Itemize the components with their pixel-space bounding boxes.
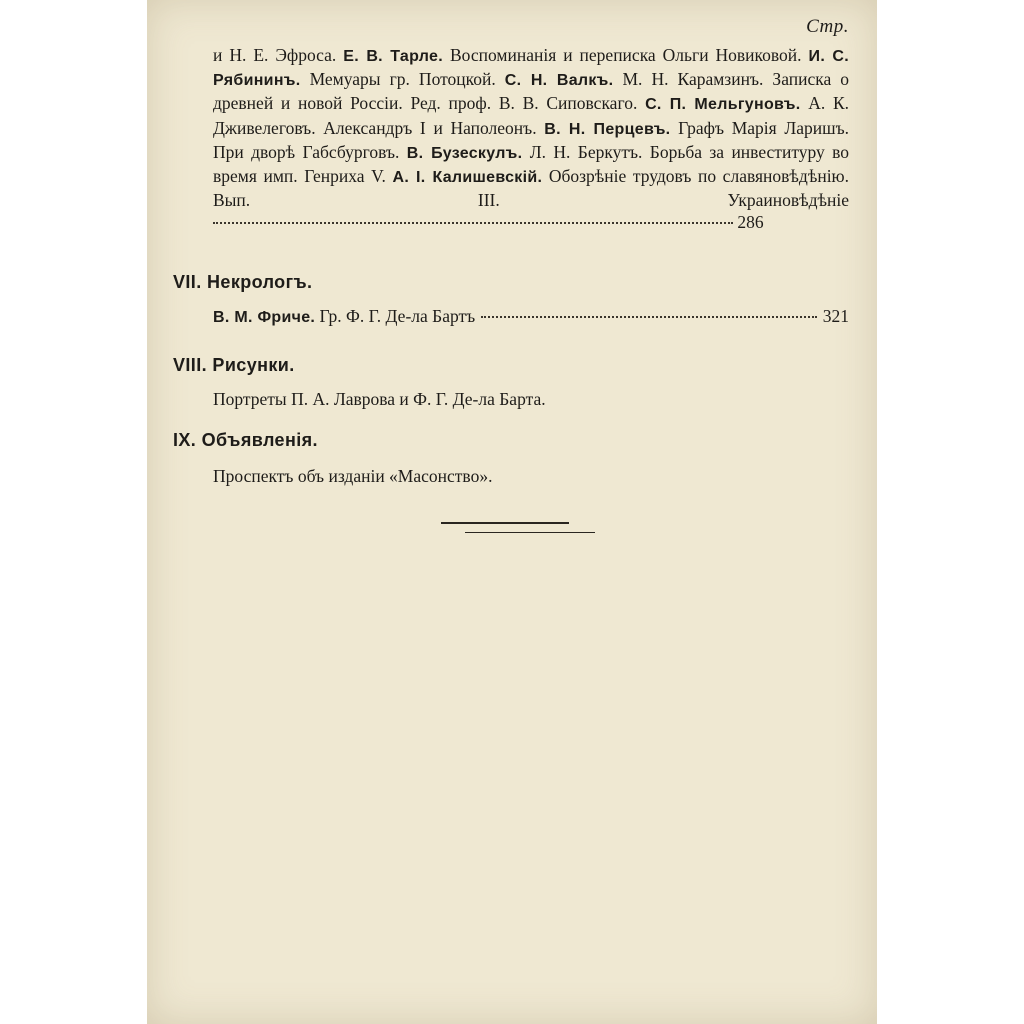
entry-text: Л. Н. Беркутъ. Борьба за инвеституру во время имп. Генриха V. (213, 141, 850, 187)
author-name: Е. В. Тарле. (343, 48, 444, 65)
section-body (213, 465, 849, 487)
author-name: С. Н. Валкъ. (504, 72, 614, 90)
entry-text: А. К. Дживелеговъ. Александръ I и Наполеонъ. (213, 93, 850, 138)
author-name: С. П. Мельгуновъ. (645, 96, 801, 114)
entry-text: Проспектъ объ изданіи «Масонство». (213, 466, 493, 486)
section-heading: IX. Объявленія. (173, 430, 318, 450)
page-number: 321 (822, 306, 849, 326)
dot-leader (213, 222, 733, 224)
entry-text: Воспоминанія и переписка Ольги Новиковой. (449, 45, 802, 65)
author-name: И. С. Рябининъ. (213, 48, 849, 90)
toc-line (213, 305, 849, 329)
section-heading: VII. Некрологъ. (173, 272, 313, 292)
author-name: В. Бузескулъ. (406, 144, 523, 162)
entry-text: Гр. Ф. Г. Де-ла Бартъ (319, 306, 476, 326)
section-heading: VIII. Рисунки. (173, 355, 295, 375)
author-name: В. Н. Перцевъ. (544, 120, 671, 138)
author-name: В. М. Фриче. (213, 309, 316, 326)
page-number: 286 (737, 212, 764, 233)
section-body (213, 388, 849, 410)
section-body (213, 305, 849, 329)
entry-text: Портреты П. А. Лаврова и Ф. Г. Де-ла Барта. (213, 389, 546, 409)
divider-rule (441, 522, 569, 524)
entry-text: Обозрѣніе трудовъ по славяновѣдѣнію. Вып. III. Украиновѣдѣніе (213, 166, 849, 211)
review-entry (213, 44, 849, 234)
author-name: А. I. Калишевскій. (392, 169, 543, 187)
book-page (147, 0, 877, 1024)
dot-leader (481, 316, 817, 318)
page-column-header: Стр. (806, 16, 849, 37)
entry-text: М. Н. Карамзинъ. Записка о древней и новой Россіи. Ред. проф. В. В. Сиповскаго. (213, 69, 850, 114)
entry-text: Графъ Марія Ларишъ. При дворѣ Габсбурговъ. (213, 117, 850, 162)
entry-text: и Н. Е. Эфроса. (213, 45, 337, 65)
divider-rule (465, 532, 595, 533)
entry-text: Мемуары гр. Потоцкой. (309, 69, 496, 90)
